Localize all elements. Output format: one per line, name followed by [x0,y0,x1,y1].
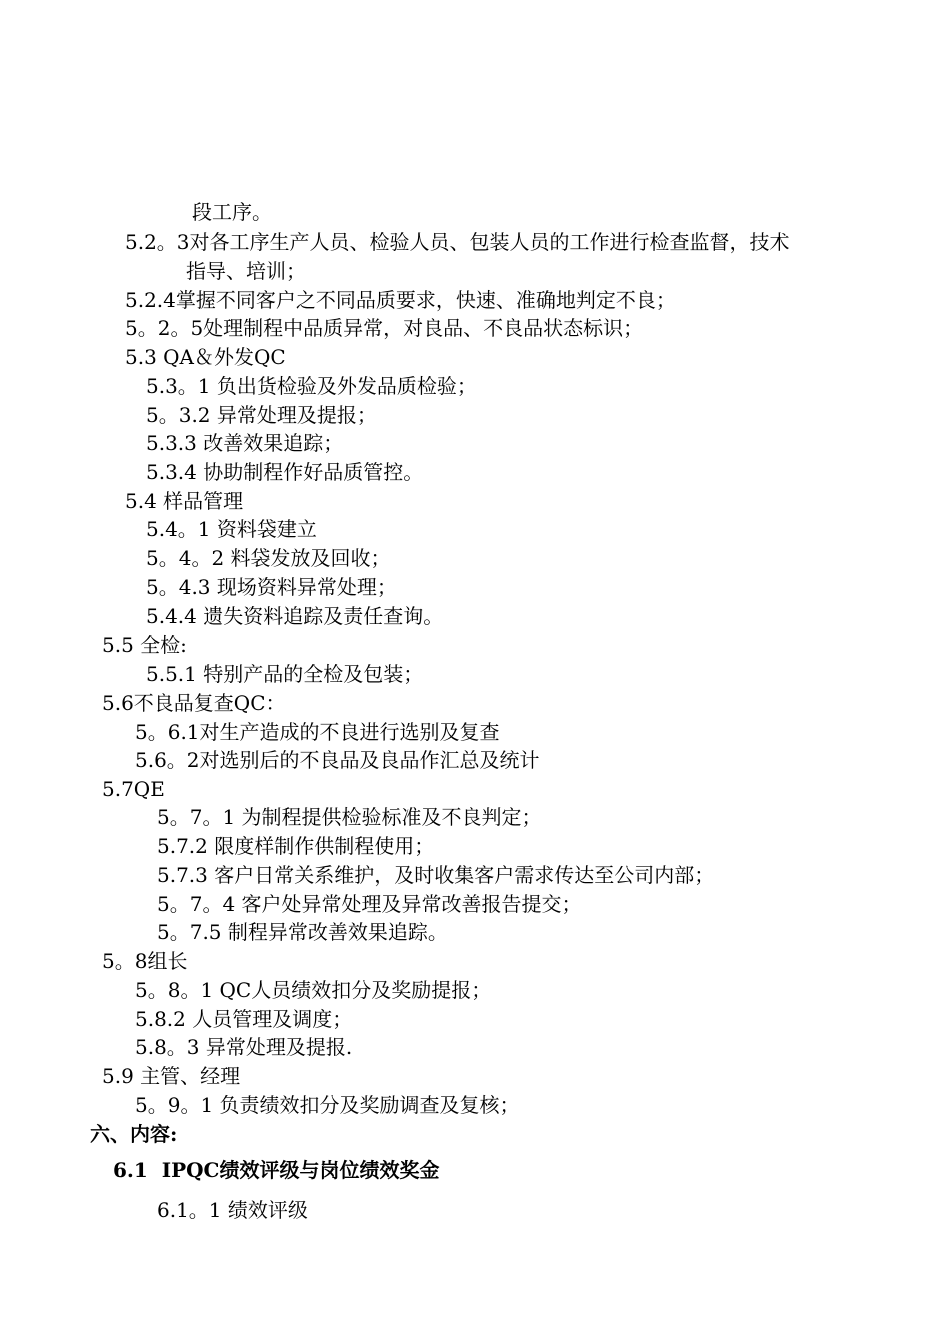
text-line-28: 5。8。1 QC人员绩效扣分及奖励提报； [135,978,492,1002]
text-line-29: 5.8.2 人员管理及调度； [135,1007,353,1031]
text-line-9: 5.3.3 改善效果追踪； [146,431,344,455]
section-heading-6-1: 6.1 IPQC绩效评级与岗位绩效奖金 [113,1158,440,1182]
text-line-24: 5.7.3 客户日常关系维护，及时收集客户需求传达至公司内部； [157,863,715,887]
text-line-8: 5。3.2 异常处理及提报； [146,403,377,427]
text-line-13: 5。4。2 料袋发放及回收； [146,546,391,570]
text-line-14: 5。4.3 现场资料异常处理； [146,575,397,599]
section-heading-5-3: 5.3 QA＆外发QC [125,345,286,369]
section-heading-5-9: 5.9 主管、经理 [102,1064,241,1088]
text-line-2: 5.2。3对各工序生产人员、检验人员、包装人员的工作进行检查监督，技术 [125,230,790,254]
text-line-20: 5.6。2对选别后的不良品及良品作汇总及统计 [135,748,540,772]
text-line-15: 5.4.4 遗失资料追踪及责任查询。 [146,604,444,628]
section-heading-5-6: 5.6不良品复查QC： [102,691,286,715]
text-line-23: 5.7.2 限度样制作供制程使用； [157,834,435,858]
text-line-10: 5.3.4 协助制程作好品质管控。 [146,460,424,484]
text-line-1: 段工序。 [192,200,272,224]
text-line-30: 5.8。3 异常处理及提报. [135,1035,353,1059]
text-line-3: 指导、培训； [186,259,306,283]
text-line-32: 5。9。1 负责绩效扣分及奖励调查及复核； [135,1093,520,1117]
text-line-22: 5。7。1 为制程提供检验标准及不良判定； [157,805,542,829]
section-heading-5-5: 5.5 全检: [102,633,187,657]
text-line-26: 5。7.5 制程异常改善效果追踪。 [157,920,448,944]
text-line-12: 5.4。1 资料袋建立 [146,517,317,541]
text-line-7: 5.3。1 负出货检验及外发品质检验； [146,374,477,398]
text-line-17: 5.5.1 特别产品的全检及包装； [146,662,424,686]
text-line-25: 5。7。4 客户处异常处理及异常改善报告提交； [157,892,582,916]
section-heading-5-8: 5。8组长 [102,949,188,973]
chapter-heading-6: 六、内容: [90,1122,178,1146]
section-heading-5-4: 5.4 样品管理 [125,489,244,513]
text-line-5: 5。2。5处理制程中品质异常，对良品、不良品状态标识； [125,316,644,340]
section-heading-5-7: 5.7QE [102,777,165,801]
text-line-19: 5。6.1对生产造成的不良进行选别及复查 [135,720,500,744]
text-line-35: 6.1。1 绩效评级 [157,1198,308,1222]
text-line-4: 5.2.4掌握不同客户之不同品质要求，快速、准确地判定不良； [125,288,676,312]
